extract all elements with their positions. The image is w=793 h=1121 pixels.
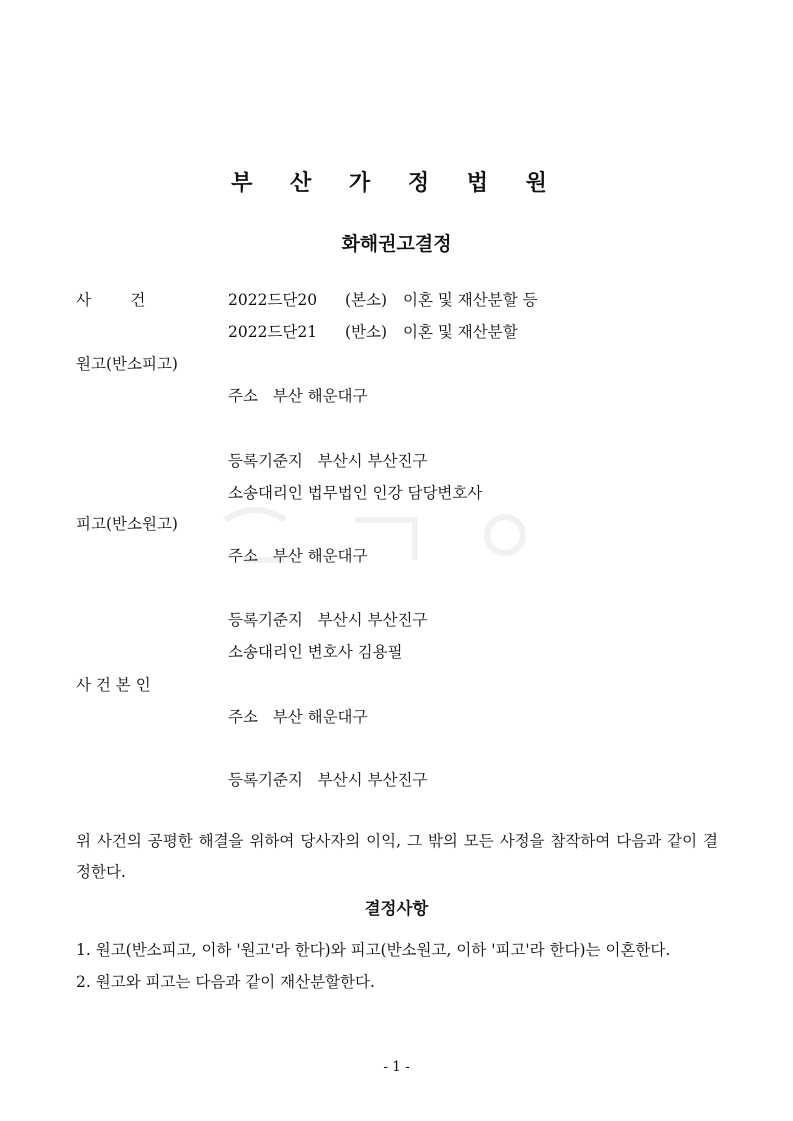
defendant-registry: 등록기준지 부산시 부산진구 bbox=[228, 611, 428, 629]
case-desc-2: 이혼 및 재산분할 bbox=[403, 323, 518, 341]
defendant-agent: 소송대리인 변호사 김용필 bbox=[228, 643, 403, 661]
case-number-2: 2022드단21 bbox=[228, 323, 318, 341]
case-desc-1: 이혼 및 재산분할 등 bbox=[403, 291, 538, 309]
case-label: 사 건 bbox=[76, 291, 146, 309]
plaintiff-agent: 소송대리인 법무법인 인강 담당변호사 bbox=[228, 484, 483, 502]
principal-registry: 등록기준지 부산시 부산진구 bbox=[228, 771, 428, 789]
decision-item-1: 1. 원고(반소피고, 이하 '원고'라 한다)와 피고(반소원고, 이하 '피고'라 한다)는 이혼한다. bbox=[76, 941, 671, 959]
principal-address: 주소 부산 해운대구 bbox=[228, 708, 368, 726]
defendant-label: 피고(반소원고) bbox=[76, 515, 178, 533]
case-number-1: 2022드단20 bbox=[228, 291, 318, 309]
decision-title: 결정사항 bbox=[364, 899, 429, 918]
plaintiff-label: 원고(반소피고) bbox=[76, 355, 178, 373]
plaintiff-address: 주소 부산 해운대구 bbox=[228, 387, 368, 405]
principal-label: 사 건 본 인 bbox=[76, 676, 151, 694]
plaintiff-registry: 등록기준지 부산시 부산진구 bbox=[228, 452, 428, 470]
defendant-address: 주소 부산 해운대구 bbox=[228, 547, 368, 565]
decision-item-2: 2. 원고와 피고는 다음과 같이 재산분할한다. bbox=[76, 973, 375, 991]
page-number: - 1 - bbox=[383, 1059, 410, 1075]
case-kind-2: (반소) bbox=[345, 323, 388, 341]
intro-paragraph: 위 사건의 공평한 해결을 위하여 당사자의 이익, 그 밖의 모든 사정을 참작하여 다음과 같이 결정한다. bbox=[76, 832, 718, 881]
document-title: 화해권고결정 bbox=[341, 233, 452, 255]
case-kind-1: (본소) bbox=[345, 291, 388, 309]
court-name: 부 산 가 정 법 원 bbox=[231, 171, 562, 196]
